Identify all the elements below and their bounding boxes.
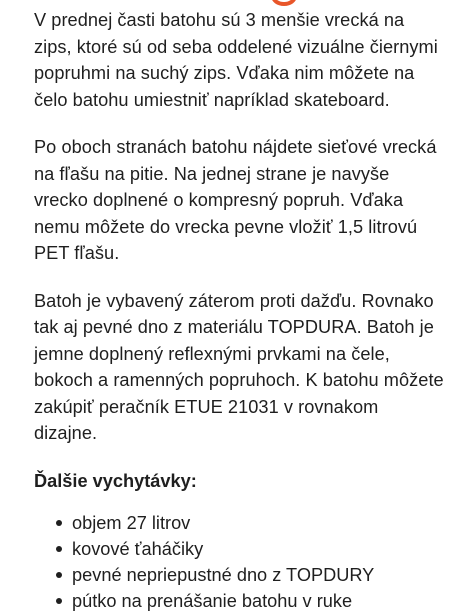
paragraph-front-pockets: V prednej časti batohu sú 3 menšie vrecká na zips, ktoré sú od seba oddelené vizuálne čiernymi popruhmi na suchý zips. Vďaka nim môžete na čelo batohu umiestniť napríklad skateboard. <box>34 10 438 110</box>
list-item: objem 27 litrov <box>72 510 444 536</box>
paragraph-rain-protection: Batoh je vybavený záterom proti dažďu. Rovnako tak aj pevné dno z materiálu TOPDURA. Batoh je jemne doplnený reflexnými prvkami na čele, bokoch a ramenných popruhoch. K batohu môžete zakúpiť peračník ETUE 21031 v rovnakom dizajne. <box>34 290 444 443</box>
paragraph-side-pockets: Po oboch stranách batohu nájdete sieťové vrecká na fľašu na pitie. Na jednej strane je navyše vrecko doplnené o kompresný popruh. Vďaka nemu môžete do vrecka pevne vložiť 1,5 litrovú PET fľašu. <box>34 137 437 263</box>
list-item: kovové ťaháčiky <box>72 536 444 562</box>
list-item: pútko na prenášanie batohu v ruke <box>72 588 444 614</box>
features-heading: Ďalšie vychytávky: <box>34 470 197 491</box>
article-body <box>34 7 444 614</box>
list-item: pevné nepriepustné dno z TOPDURY <box>72 562 444 588</box>
features-list <box>34 510 444 614</box>
decorative-accent-ring <box>271 0 297 6</box>
